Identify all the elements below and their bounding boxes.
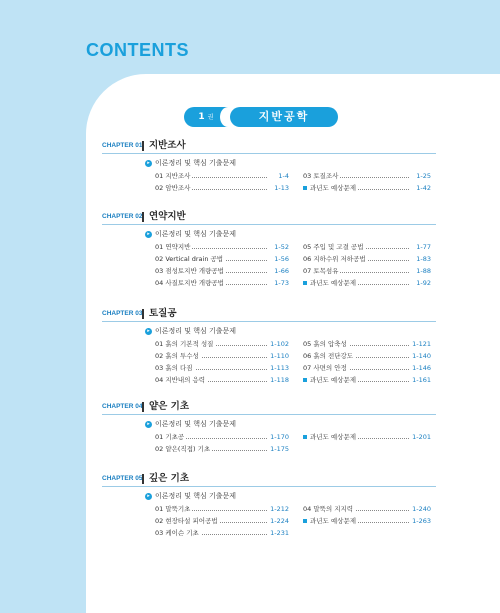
chapter-divider bbox=[142, 141, 144, 151]
toc-entry[interactable] bbox=[303, 352, 431, 361]
bullet-square-icon bbox=[303, 186, 307, 190]
chapter-divider bbox=[142, 402, 144, 412]
toc-entry-text: 과년도 예상문제 bbox=[310, 184, 357, 192]
section-heading bbox=[145, 230, 236, 239]
toc-page-number: 1-121 bbox=[412, 340, 431, 348]
section-heading bbox=[145, 492, 236, 501]
toc-entry[interactable] bbox=[303, 243, 431, 252]
content-panel bbox=[86, 74, 500, 613]
section-heading bbox=[145, 327, 236, 336]
chapter-underline bbox=[102, 414, 436, 415]
toc-entry-text: 05 흙의 압축성 bbox=[303, 340, 347, 348]
toc-entry-text: 03 점성토지반 개량공법 bbox=[155, 267, 224, 275]
toc-entry[interactable] bbox=[303, 255, 431, 264]
toc-page-number: 1-77 bbox=[416, 243, 431, 251]
bullet-square-icon bbox=[303, 378, 307, 382]
toc-entry-name bbox=[155, 505, 192, 514]
toc-entry-text: 과년도 예상문제 bbox=[310, 279, 357, 287]
toc-entry-name bbox=[155, 340, 215, 349]
toc-entry[interactable] bbox=[155, 172, 289, 181]
toc-entry[interactable] bbox=[155, 184, 289, 193]
toc-entry-name bbox=[155, 267, 226, 276]
section-heading bbox=[145, 159, 236, 168]
toc-entry[interactable] bbox=[155, 267, 289, 276]
chapter-underline bbox=[102, 224, 436, 225]
toc-entry-name bbox=[303, 517, 358, 526]
toc-entry-text: 06 지하수위 저하공법 bbox=[303, 255, 366, 263]
toc-page-number: 1-170 bbox=[270, 433, 289, 441]
chapter-title: 지반조사 bbox=[149, 140, 186, 151]
chapter-label: CHAPTER 05 bbox=[102, 475, 143, 482]
chapter-title: 토질공 bbox=[149, 308, 177, 319]
toc-entry-text: 03 케이슨 기초 bbox=[155, 529, 199, 537]
chapter-title: 연약지반 bbox=[149, 211, 186, 222]
volume-title: 지반공학 bbox=[230, 107, 338, 127]
section-icon: ▸ bbox=[145, 493, 152, 500]
toc-entry-name bbox=[155, 279, 226, 288]
toc-entry-name bbox=[155, 517, 220, 526]
toc-entry[interactable] bbox=[155, 352, 289, 361]
toc-page-number: 1-102 bbox=[270, 340, 289, 348]
toc-entry[interactable] bbox=[155, 243, 289, 252]
toc-entry-text: 02 Vertical drain 공법 bbox=[155, 255, 224, 263]
toc-entry[interactable] bbox=[303, 517, 431, 526]
toc-entry-text: 04 지반내의 응력 bbox=[155, 376, 206, 384]
toc-entry-text: 01 말뚝기초 bbox=[155, 505, 191, 513]
toc-entry-text: 01 흙의 기본적 성질 bbox=[155, 340, 214, 348]
toc-page-number: 1-92 bbox=[416, 279, 431, 287]
section-heading-text: 이론정리 및 핵심 기출문제 bbox=[155, 159, 237, 167]
toc-entry-text: 02 암반조사 bbox=[155, 184, 191, 192]
toc-page-number: 1-240 bbox=[412, 505, 431, 513]
section-heading-text: 이론정리 및 핵심 기출문제 bbox=[155, 230, 237, 238]
chapter-divider bbox=[142, 212, 144, 222]
toc-entry[interactable] bbox=[155, 340, 289, 349]
toc-page-number: 1-224 bbox=[270, 517, 289, 525]
toc-entry-text: 과년도 예상문제 bbox=[310, 517, 357, 525]
toc-entry[interactable] bbox=[303, 433, 431, 442]
toc-page-number: 1-110 bbox=[270, 352, 289, 360]
toc-entry[interactable] bbox=[155, 445, 289, 454]
chapter-label: CHAPTER 01 bbox=[102, 142, 143, 149]
toc-entry-text: 05 주입 및 고결 공법 bbox=[303, 243, 364, 251]
toc-page-number: 1-66 bbox=[274, 267, 289, 275]
toc-page-number: 1-231 bbox=[270, 529, 289, 537]
toc-page-number: 1-4 bbox=[278, 172, 289, 180]
toc-entry-text: 03 토질조사 bbox=[303, 172, 339, 180]
toc-entry-text: 07 사면의 안정 bbox=[303, 364, 347, 372]
section-heading-text: 이론정리 및 핵심 기출문제 bbox=[155, 420, 237, 428]
toc-entry[interactable] bbox=[303, 279, 431, 288]
toc-page-number: 1-113 bbox=[270, 364, 289, 372]
toc-entry-text: 과년도 예상문제 bbox=[310, 433, 357, 441]
bullet-square-icon bbox=[303, 281, 307, 285]
toc-entry-name bbox=[155, 352, 201, 361]
toc-page-number: 1-212 bbox=[270, 505, 289, 513]
toc-entry-name bbox=[303, 505, 355, 514]
toc-entry-text: 04 사질토지반 개량공법 bbox=[155, 279, 224, 287]
toc-page-number: 1-263 bbox=[412, 517, 431, 525]
toc-page-number: 1-83 bbox=[416, 255, 431, 263]
toc-page-number: 1-42 bbox=[416, 184, 431, 192]
toc-entry[interactable] bbox=[155, 505, 289, 514]
toc-page-number: 1-161 bbox=[412, 376, 431, 384]
toc-entry[interactable] bbox=[303, 505, 431, 514]
toc-entry[interactable] bbox=[155, 279, 289, 288]
toc-entry-name bbox=[155, 184, 192, 193]
toc-entry-name bbox=[303, 433, 358, 442]
toc-entry-name bbox=[303, 364, 349, 373]
chapter-underline bbox=[102, 321, 436, 322]
toc-entry-text: 04 말뚝의 지지력 bbox=[303, 505, 354, 513]
toc-entry-name bbox=[155, 376, 207, 385]
toc-page-number: 1-140 bbox=[412, 352, 431, 360]
toc-entry-name bbox=[155, 255, 225, 264]
toc-entry-name bbox=[303, 267, 340, 276]
toc-entry-name bbox=[303, 243, 366, 252]
section-icon: ▸ bbox=[145, 231, 152, 238]
toc-entry-name bbox=[155, 529, 201, 538]
bullet-square-icon bbox=[303, 435, 307, 439]
toc-entry-name bbox=[303, 184, 358, 193]
chapter-underline bbox=[102, 153, 436, 154]
toc-entry[interactable] bbox=[303, 340, 431, 349]
toc-page-number: 1-175 bbox=[270, 445, 289, 453]
toc-entry[interactable] bbox=[303, 376, 431, 385]
toc-entry-name bbox=[155, 445, 212, 454]
chapter-label: CHAPTER 02 bbox=[102, 213, 143, 220]
toc-entry[interactable] bbox=[303, 184, 431, 193]
toc-page-number: 1-201 bbox=[412, 433, 431, 441]
section-icon: ▸ bbox=[145, 328, 152, 335]
toc-entry-name bbox=[303, 352, 355, 361]
toc-entry-name bbox=[155, 364, 195, 373]
toc-entry[interactable] bbox=[155, 255, 289, 264]
toc-entry-name bbox=[155, 433, 186, 442]
section-heading-text: 이론정리 및 핵심 기출문제 bbox=[155, 492, 237, 500]
chapter-divider bbox=[142, 309, 144, 319]
toc-page-number: 1-13 bbox=[274, 184, 289, 192]
toc-entry[interactable] bbox=[303, 364, 431, 373]
toc-entry-text: 07 토목섬유 bbox=[303, 267, 339, 275]
chapter-label: CHAPTER 04 bbox=[102, 403, 143, 410]
volume-badge bbox=[184, 107, 338, 127]
toc-page-number: 1-88 bbox=[416, 267, 431, 275]
toc-entry-name bbox=[303, 255, 368, 264]
toc-entry-text: 02 얕은(직접) 기초 bbox=[155, 445, 211, 453]
toc-entry-name bbox=[303, 340, 349, 349]
toc-entry-text: 과년도 예상문제 bbox=[310, 376, 357, 384]
bullet-square-icon bbox=[303, 519, 307, 523]
toc-entry-name bbox=[303, 279, 358, 288]
toc-entry-text: 01 연약지반 bbox=[155, 243, 191, 251]
toc-entry-name bbox=[155, 243, 192, 252]
toc-page-number: 1-56 bbox=[274, 255, 289, 263]
chapter-label: CHAPTER 03 bbox=[102, 310, 143, 317]
toc-entry-name bbox=[303, 376, 358, 385]
contents-title: CONTENTS bbox=[86, 40, 189, 60]
chapter-title: 얕은 기초 bbox=[149, 401, 190, 412]
toc-page-number: 1-146 bbox=[412, 364, 431, 372]
toc-entry-text: 01 기초공 bbox=[155, 433, 185, 441]
volume-unit: 권 bbox=[207, 114, 214, 121]
section-icon: ▸ bbox=[145, 160, 152, 167]
toc-entry-text: 03 흙의 다짐 bbox=[155, 364, 193, 372]
toc-page-number: 1-25 bbox=[416, 172, 431, 180]
section-heading bbox=[145, 420, 236, 429]
toc-entry[interactable] bbox=[303, 267, 431, 276]
toc-page-number: 1-52 bbox=[274, 243, 289, 251]
toc-entry-text: 06 흙의 전단강도 bbox=[303, 352, 354, 360]
chapter-underline bbox=[102, 486, 436, 487]
volume-number-text: 1 bbox=[198, 112, 205, 122]
section-icon: ▸ bbox=[145, 421, 152, 428]
toc-entry-name bbox=[303, 172, 340, 181]
toc-entry[interactable] bbox=[155, 517, 289, 526]
toc-entry-text: 02 현장타설 피어공법 bbox=[155, 517, 218, 525]
toc-entry-text: 01 지반조사 bbox=[155, 172, 191, 180]
toc-entry[interactable] bbox=[155, 529, 289, 538]
toc-entry[interactable] bbox=[155, 364, 289, 373]
toc-entry[interactable] bbox=[303, 172, 431, 181]
toc-entry[interactable] bbox=[155, 433, 289, 442]
toc-entry-name bbox=[155, 172, 192, 181]
section-heading-text: 이론정리 및 핵심 기출문제 bbox=[155, 327, 237, 335]
toc-page-number: 1-73 bbox=[274, 279, 289, 287]
toc-entry-text: 02 흙의 투수성 bbox=[155, 352, 199, 360]
toc-entry[interactable] bbox=[155, 376, 289, 385]
toc-page-number: 1-118 bbox=[270, 376, 289, 384]
chapter-title: 깊은 기초 bbox=[149, 473, 190, 484]
chapter-divider bbox=[142, 474, 144, 484]
